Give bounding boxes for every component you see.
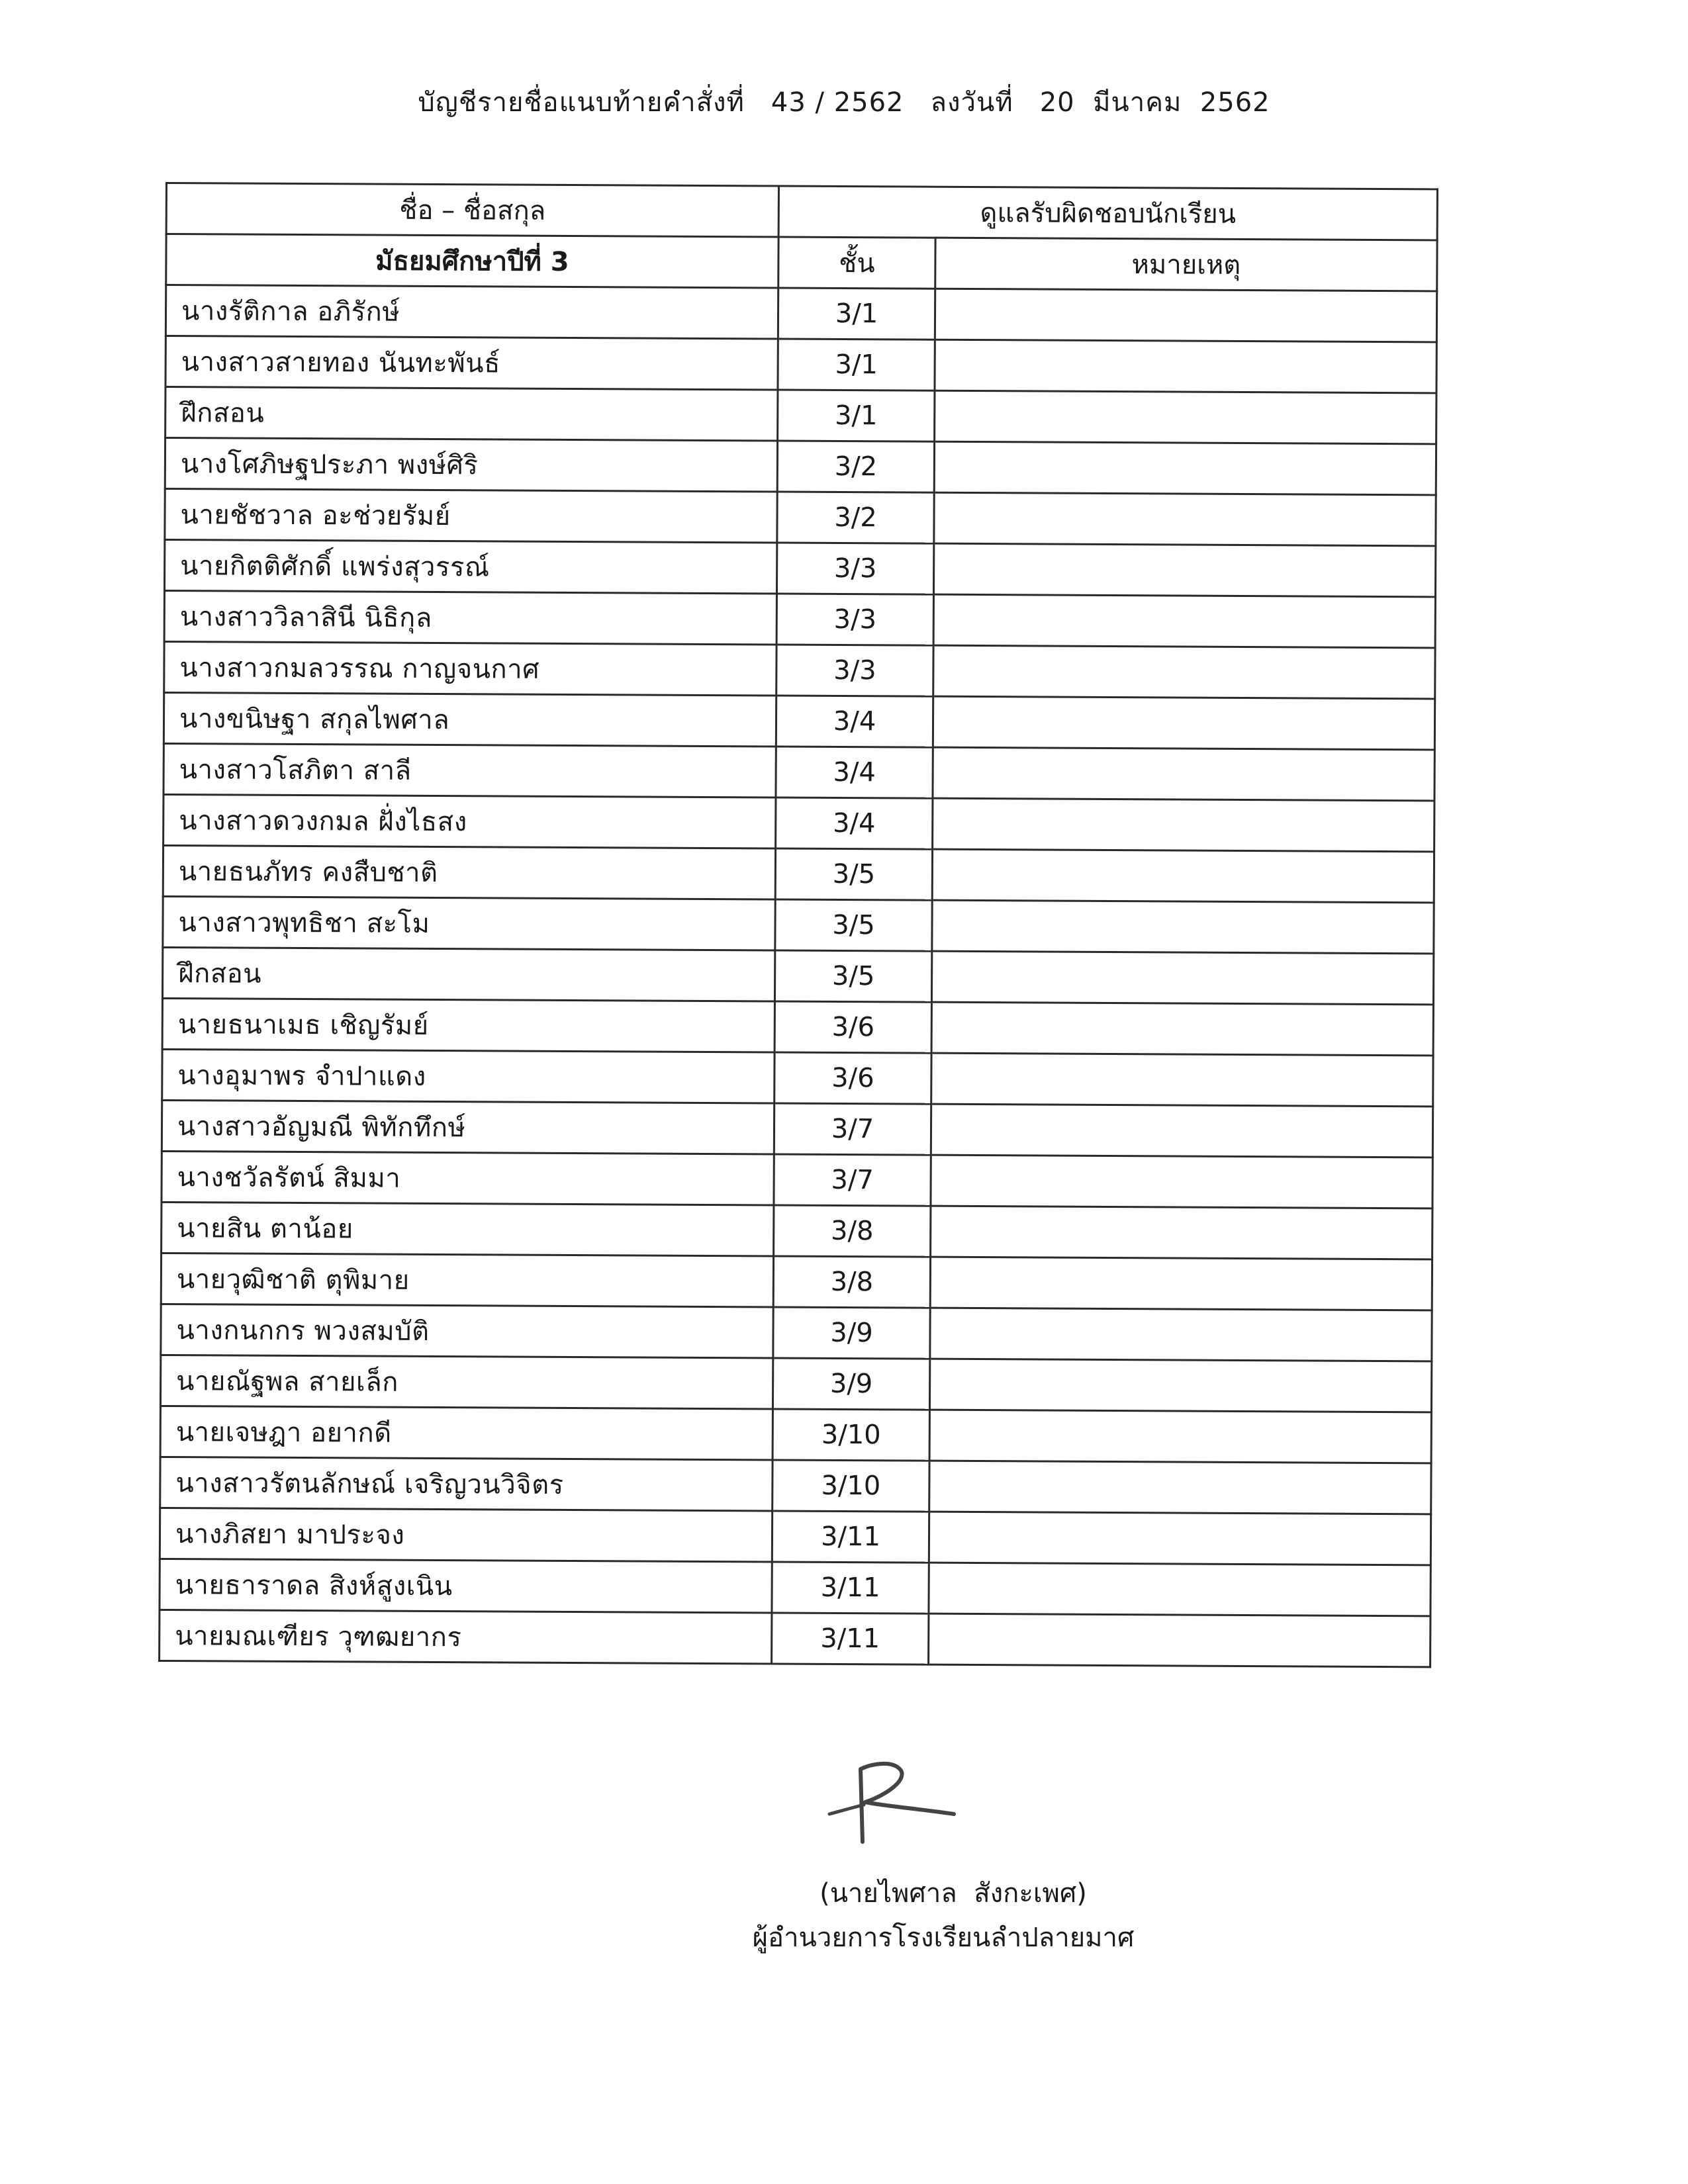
class-cell: 3/8 bbox=[774, 1205, 931, 1257]
note-cell bbox=[929, 1359, 1431, 1412]
table-row bbox=[164, 743, 1434, 800]
teacher-name-cell: นางภิสยา มาประจง bbox=[160, 1508, 772, 1562]
teacher-name-cell: นางสาวสายทอง นันทะพันธ์ bbox=[165, 336, 778, 390]
table-row bbox=[165, 489, 1436, 546]
class-cell: 3/5 bbox=[774, 950, 931, 1002]
class-cell: 3/7 bbox=[774, 1154, 931, 1206]
table-row bbox=[165, 438, 1436, 495]
table-row bbox=[162, 1151, 1432, 1208]
note-cell bbox=[933, 543, 1435, 597]
class-cell: 3/11 bbox=[772, 1613, 929, 1664]
class-cell: 3/3 bbox=[776, 645, 933, 696]
signer-position: ผู้อำนวยการโรงเรียนลำปลายมาศ bbox=[752, 1923, 1135, 1953]
teacher-name-cell: นางอุมาพร จำปาแดง bbox=[162, 1049, 774, 1103]
teacher-name-cell: นายณัฐพล สายเล็ก bbox=[160, 1355, 773, 1409]
teacher-name-cell: ฝึกสอน bbox=[165, 387, 778, 441]
table-row bbox=[163, 896, 1434, 953]
note-cell bbox=[931, 1002, 1433, 1056]
class-cell: 3/2 bbox=[777, 441, 934, 492]
class-cell: 3/3 bbox=[776, 594, 933, 645]
class-cell: 3/4 bbox=[776, 696, 933, 747]
note-cell bbox=[931, 1053, 1433, 1107]
table-row bbox=[161, 1253, 1432, 1310]
class-cell: 3/5 bbox=[775, 848, 932, 900]
date-value: 20 มีนาคม 2562 bbox=[1039, 87, 1270, 118]
note-cell bbox=[933, 696, 1434, 750]
order-number: 43 / 2562 bbox=[771, 87, 904, 118]
class-cell: 3/6 bbox=[774, 1052, 931, 1104]
class-cell: 3/10 bbox=[773, 1409, 929, 1461]
table-subheader-row bbox=[166, 234, 1437, 291]
note-cell bbox=[933, 645, 1435, 699]
title-prefix: บัญชีรายชื่อแนบท้ายคำสั่งที่ bbox=[418, 87, 745, 118]
teacher-name-cell: ฝึกสอน bbox=[162, 947, 774, 1001]
note-cell bbox=[930, 1308, 1432, 1361]
table-row bbox=[165, 285, 1436, 342]
note-cell bbox=[931, 1104, 1432, 1158]
teacher-name-cell: นางสาวดวงกมล ฝั่งไธสง bbox=[164, 794, 776, 848]
note-cell bbox=[931, 1155, 1432, 1208]
grade-level-label: มัธยมศึกษาปีที่ 3 bbox=[166, 234, 778, 289]
table-row bbox=[165, 387, 1436, 444]
table-row bbox=[163, 845, 1434, 902]
note-cell bbox=[932, 849, 1434, 903]
table-row bbox=[162, 1100, 1432, 1157]
teacher-name-cell: นางสาววิลาสินี นิธิกุล bbox=[164, 590, 776, 645]
table-row bbox=[164, 692, 1434, 749]
class-cell: 3/7 bbox=[774, 1103, 931, 1155]
note-cell bbox=[934, 441, 1436, 495]
teacher-name-cell: นายธนาเมธ เชิญรัมย์ bbox=[162, 998, 774, 1052]
teacher-name-cell: นางสาวรัตนลักษณ์ เจริญวนวิจิตร bbox=[160, 1457, 773, 1511]
class-cell: 3/2 bbox=[777, 492, 934, 543]
responsibility-column-header: ดูแลรับผิดชอบนักเรียน bbox=[778, 186, 1437, 240]
table-row bbox=[164, 590, 1435, 647]
note-cell bbox=[930, 1257, 1432, 1310]
class-cell: 3/11 bbox=[772, 1511, 929, 1563]
teacher-name-cell: นางชวัลรัตน์ สิมมา bbox=[162, 1151, 774, 1205]
class-cell: 3/9 bbox=[773, 1358, 929, 1410]
table-row bbox=[164, 794, 1434, 851]
class-cell: 3/1 bbox=[778, 288, 935, 340]
document-title bbox=[0, 81, 1688, 123]
class-cell: 3/8 bbox=[773, 1256, 930, 1308]
teacher-roster-table bbox=[158, 182, 1438, 1668]
table-row bbox=[160, 1406, 1431, 1463]
note-cell bbox=[931, 1206, 1432, 1259]
class-column-header: ชั้น bbox=[778, 237, 935, 289]
table-row bbox=[164, 641, 1435, 698]
teacher-name-cell: นายวุฒิชาติ ตุพิมาย bbox=[161, 1253, 773, 1307]
class-cell: 3/6 bbox=[774, 1001, 931, 1053]
teacher-name-cell: นางสาวอัญมณี พิทักทึกษ์ bbox=[162, 1100, 774, 1154]
table-header-row bbox=[166, 183, 1437, 240]
signer-name: (นายไพศาล สังกะเพศ) bbox=[820, 1878, 1087, 1909]
table-row bbox=[162, 1049, 1433, 1106]
note-cell bbox=[929, 1614, 1430, 1667]
teacher-name-cell: นายมณเฑียร วุฑฒยากร bbox=[160, 1610, 772, 1664]
class-cell: 3/1 bbox=[778, 390, 935, 441]
note-cell bbox=[933, 747, 1434, 801]
class-cell: 3/9 bbox=[773, 1307, 930, 1359]
class-cell: 3/10 bbox=[773, 1460, 929, 1512]
note-cell bbox=[935, 289, 1436, 342]
teacher-name-cell: นายธาราดล สิงห์สูงเนิน bbox=[160, 1559, 772, 1613]
teacher-name-cell: นางสาวโสภิตา สาลี bbox=[164, 743, 776, 797]
teacher-name-cell: นายสิน ตาน้อย bbox=[162, 1202, 774, 1256]
signature-mark bbox=[824, 1751, 970, 1863]
class-cell: 3/3 bbox=[776, 543, 933, 594]
note-cell bbox=[929, 1563, 1430, 1616]
table-row bbox=[160, 1355, 1431, 1412]
teacher-name-cell: นางสาวกมลวรรณ กาญจนกาศ bbox=[164, 641, 776, 696]
teacher-name-cell: นายเจษฎา อยากดี bbox=[160, 1406, 773, 1460]
class-cell: 3/11 bbox=[772, 1562, 929, 1614]
note-cell bbox=[929, 1461, 1431, 1514]
teacher-name-cell: นางกนกกร พวงสมบัติ bbox=[161, 1304, 773, 1358]
teacher-name-cell: นายธนภัทร คงสืบชาติ bbox=[163, 845, 775, 899]
table-row bbox=[161, 1304, 1432, 1361]
note-column-header: หมายเหตุ bbox=[935, 238, 1437, 291]
note-cell bbox=[929, 1512, 1430, 1565]
name-column-header: ชื่อ – ชื่อสกุล bbox=[166, 183, 778, 238]
table-row bbox=[165, 336, 1436, 393]
class-cell: 3/4 bbox=[776, 797, 933, 849]
note-cell bbox=[929, 1410, 1431, 1463]
table-row bbox=[162, 998, 1433, 1055]
roster-body bbox=[160, 285, 1437, 1667]
note-cell bbox=[931, 951, 1433, 1005]
teacher-name-cell: นางรัติกาล อภิรักษ์ bbox=[165, 285, 778, 340]
note-cell bbox=[934, 492, 1436, 546]
date-label: ลงวันที่ bbox=[930, 87, 1013, 118]
note-cell bbox=[933, 594, 1435, 648]
table-row bbox=[160, 1457, 1431, 1514]
table-row bbox=[162, 1202, 1432, 1259]
table-row bbox=[162, 947, 1433, 1004]
teacher-name-cell: นางขนิษฐา สกุลไพศาล bbox=[164, 692, 776, 747]
table-row bbox=[164, 540, 1435, 597]
teacher-name-cell: นายชัชวาล อะช่วยรัมย์ bbox=[165, 489, 777, 543]
class-cell: 3/5 bbox=[775, 899, 932, 951]
table-row bbox=[160, 1559, 1430, 1615]
note-cell bbox=[932, 900, 1434, 954]
class-cell: 3/1 bbox=[778, 339, 935, 390]
note-cell bbox=[935, 340, 1436, 393]
note-cell bbox=[933, 798, 1434, 852]
note-cell bbox=[935, 390, 1436, 444]
teacher-name-cell: นางโศภิษฐประภา พงษ์ศิริ bbox=[165, 438, 777, 492]
class-cell: 3/4 bbox=[776, 747, 933, 798]
table-row bbox=[160, 1508, 1430, 1565]
table-row bbox=[160, 1610, 1430, 1666]
teacher-name-cell: นายกิตติศักดิ์ แพร่งสุวรรณ์ bbox=[164, 540, 776, 594]
teacher-name-cell: นางสาวพุทธิชา สะโม bbox=[163, 896, 775, 950]
